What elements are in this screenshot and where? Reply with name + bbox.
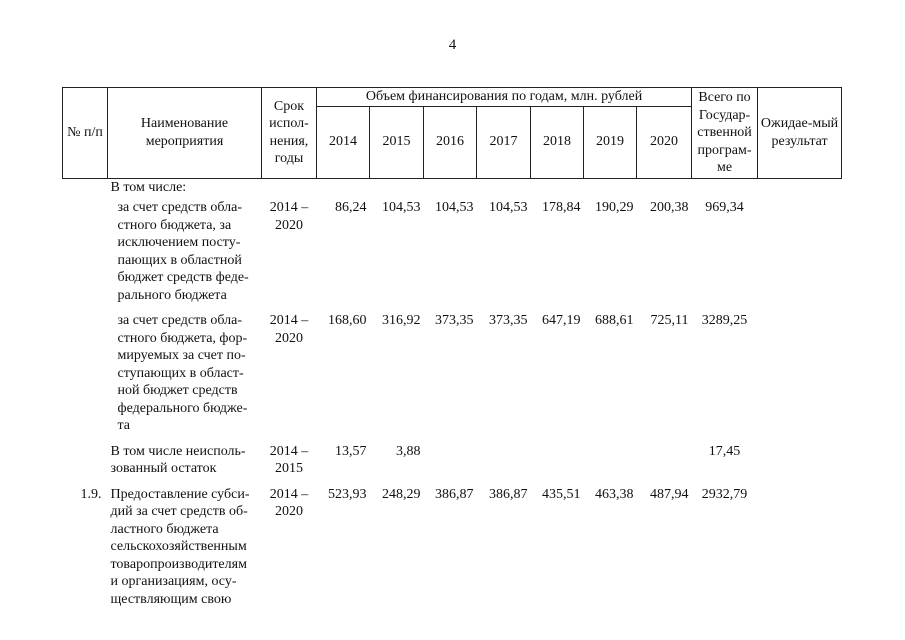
row-num	[63, 178, 108, 196]
header-term: Срок испол-нения, годы	[262, 88, 317, 179]
row-term: 2014 – 2020	[269, 486, 309, 519]
row-name: В том числе неисполь- зованный остаток	[110, 443, 246, 476]
row-value: 248,29	[382, 486, 421, 502]
table-row	[63, 440, 842, 483]
header-year: 2016	[424, 106, 477, 178]
header-year: 2014	[317, 106, 370, 178]
row-name: В том числе:	[110, 179, 187, 195]
row-value: 647,19	[542, 313, 581, 328]
row-value	[477, 440, 531, 483]
row-result	[758, 483, 842, 614]
row-value	[317, 178, 370, 196]
row-value: 523,93	[328, 486, 367, 502]
row-total: 969,34	[705, 200, 744, 215]
row-value: 168,60	[328, 313, 367, 328]
header-name: Наименование мероприятия	[108, 88, 262, 179]
row-value: 463,38	[595, 486, 634, 502]
row-total	[692, 178, 758, 196]
header-num: № п/п	[63, 88, 108, 179]
row-name: Предоставление субси- дий за счет средств об- ластного бюджета сельскохозяйственным товаропроизводителям и организациям, осу- ществляющим свою	[110, 486, 250, 607]
row-value	[637, 440, 692, 483]
row-name: за счет средств обла- стного бюджета, фор- мируемых за счет по- ступающих в област- ной бюджет средств федерального бюдже- та	[117, 313, 248, 433]
row-value	[424, 440, 477, 483]
row-num: 1.9.	[80, 486, 102, 502]
row-value	[531, 178, 584, 196]
header-funding-group: Объем финансирования по годам, млн. рублей	[317, 88, 692, 107]
row-total: 3289,25	[701, 313, 748, 328]
row-value: 316,92	[382, 313, 421, 328]
row-num	[63, 196, 108, 309]
row-value	[477, 178, 531, 196]
row-term: 2014 – 2020	[269, 200, 309, 233]
table-row	[63, 178, 842, 196]
row-value: 13,57	[335, 443, 367, 459]
row-total: 17,45	[708, 443, 741, 459]
table-body	[63, 178, 842, 613]
row-value: 86,24	[335, 200, 367, 215]
row-name: за счет средств обла- стного бюджета, за исключением посту- пающих в областной бюджет средств феде- рального бюджета	[117, 200, 249, 303]
row-num	[63, 440, 108, 483]
row-value: 104,53	[382, 200, 421, 215]
row-value	[584, 440, 637, 483]
row-result	[758, 309, 842, 440]
row-value: 104,53	[489, 200, 528, 215]
row-value: 386,87	[435, 486, 474, 502]
row-result	[758, 178, 842, 196]
header-year: 2019	[584, 106, 637, 178]
row-term: 2014 – 2020	[269, 313, 309, 346]
row-value: 200,38	[650, 200, 689, 215]
row-value: 104,53	[435, 200, 474, 215]
row-num	[63, 309, 108, 440]
table-row	[63, 196, 842, 309]
row-value	[637, 178, 692, 196]
row-value: 386,87	[489, 486, 528, 502]
row-value	[424, 178, 477, 196]
table-header	[63, 88, 842, 179]
row-term: 2014 – 2015	[269, 443, 309, 476]
header-year: 2015	[370, 106, 424, 178]
row-term	[262, 178, 317, 196]
program-table	[62, 87, 842, 613]
header-year: 2018	[531, 106, 584, 178]
row-result	[758, 196, 842, 309]
row-value: 435,51	[542, 486, 581, 502]
row-value: 725,11	[650, 313, 689, 328]
row-value: 373,35	[435, 313, 474, 328]
table-row	[63, 309, 842, 440]
row-value	[531, 440, 584, 483]
row-value	[584, 178, 637, 196]
row-value	[370, 178, 424, 196]
header-result: Ожидае-мый результат	[758, 88, 842, 179]
header-total: Всего по Государ-ственной програм-ме	[692, 88, 758, 179]
row-value: 487,94	[650, 486, 689, 502]
header-year: 2017	[477, 106, 531, 178]
row-value: 3,88	[396, 443, 421, 459]
row-value: 178,84	[542, 200, 581, 215]
page-number: 4	[448, 37, 457, 53]
table-row	[63, 483, 842, 614]
row-total: 2932,79	[701, 486, 748, 502]
row-result	[758, 440, 842, 483]
row-value: 373,35	[489, 313, 528, 328]
row-value: 190,29	[595, 200, 634, 215]
header-year: 2020	[637, 106, 692, 178]
row-value: 688,61	[595, 313, 634, 328]
